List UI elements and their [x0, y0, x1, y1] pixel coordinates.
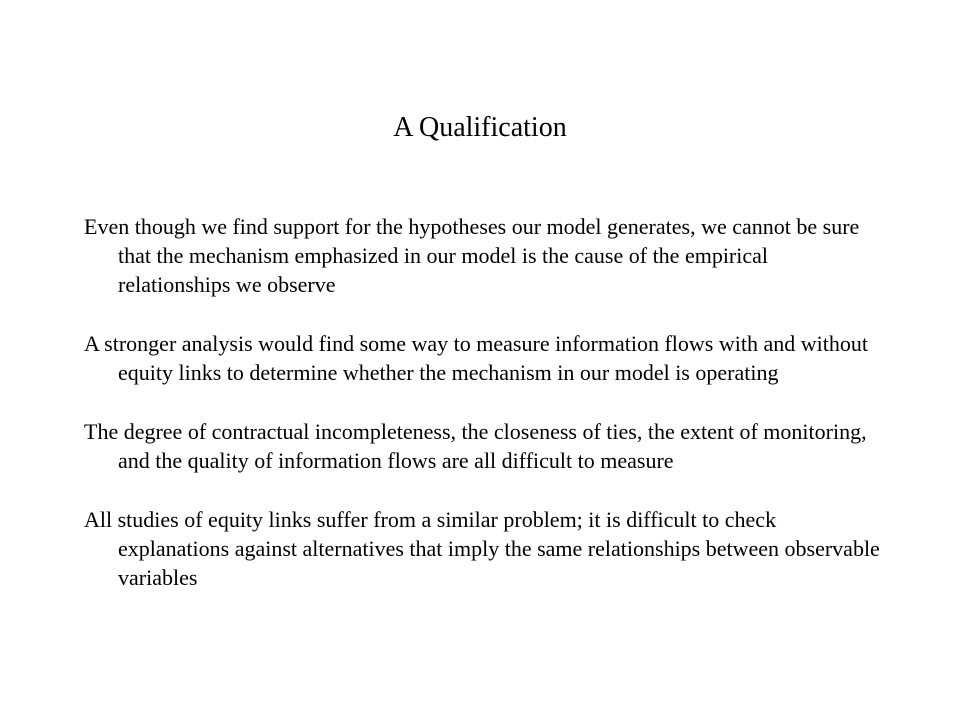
slide-body — [84, 212, 884, 622]
paragraph-stronger-analysis: A stronger analysis would find some way to measure information flows with and without equity links to determine whether the mechanism in our model is operating — [84, 331, 868, 385]
paragraph-measurement-difficulty: The degree of contractual incompleteness, the closeness of ties, the extent of monitoring, and the quality of information flows are all difficult to measure — [84, 419, 867, 473]
paragraph-equity-links-problem: All studies of equity links suffer from a similar problem; it is difficult to check explanations against alternatives that imply the same relationships between observable variables — [84, 507, 880, 590]
slide-title: A Qualification — [393, 112, 567, 143]
paragraph-support-hypotheses: Even though we find support for the hypotheses our model generates, we cannot be sure that the mechanism emphasized in our model is the cause of the empirical relationships we observe — [84, 214, 860, 297]
